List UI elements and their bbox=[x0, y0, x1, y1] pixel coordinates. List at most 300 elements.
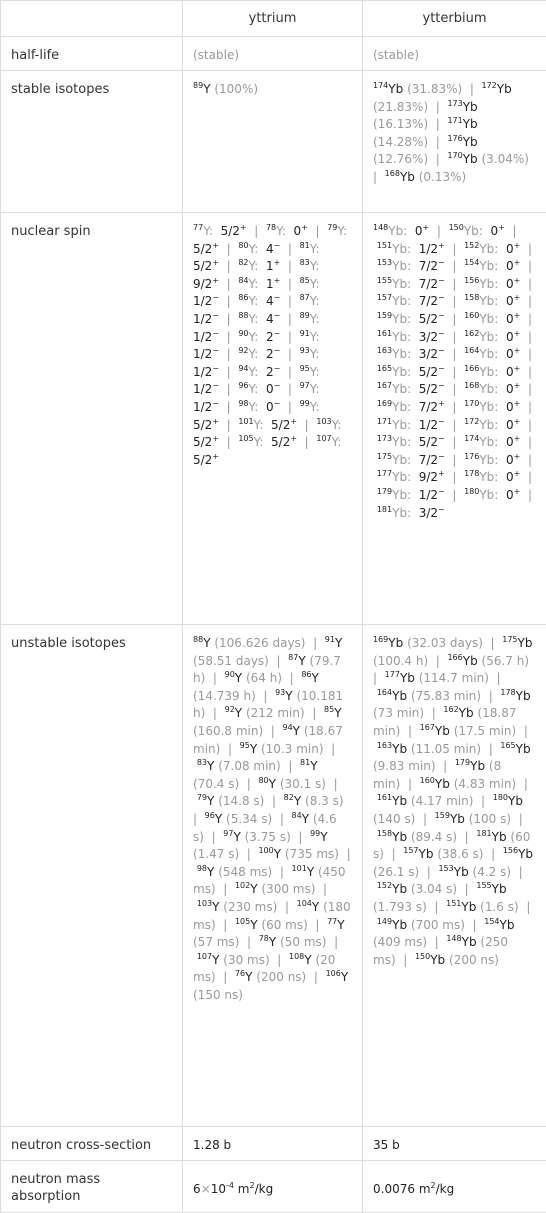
element-symbol: Y bbox=[249, 365, 255, 379]
mass-number: 79 bbox=[327, 223, 337, 232]
spin-entry: $^{83}$Y: 9/2+ bbox=[193, 259, 323, 291]
value-text: (250 ms) bbox=[373, 935, 508, 967]
spin-value: 1/2 bbox=[193, 330, 212, 344]
parity: + bbox=[438, 469, 445, 478]
unit-exponent: 2 bbox=[431, 1181, 436, 1190]
value-text: (450 ms) bbox=[193, 865, 346, 897]
value-text: (12.76%) bbox=[373, 152, 428, 166]
mass-number: 178 bbox=[500, 688, 515, 697]
mass-number: 151 bbox=[377, 241, 392, 250]
mass-number: 90 bbox=[225, 670, 235, 679]
element-symbol: Y bbox=[254, 435, 260, 449]
value-text: (3.04%) bbox=[482, 152, 529, 166]
element-symbol: Yb bbox=[392, 330, 407, 344]
value-text: (200 ns) bbox=[449, 953, 499, 967]
spin-entry: $^{105}$Y: 5/2+ bbox=[238, 435, 297, 449]
element-symbol: Y bbox=[337, 224, 343, 238]
mass-number: 105 bbox=[238, 434, 253, 443]
element-symbol: Y bbox=[245, 970, 252, 984]
mass-number: 106 bbox=[326, 969, 341, 978]
mass-number: 163 bbox=[377, 741, 392, 750]
mass-number: 78 bbox=[259, 934, 269, 943]
isotope-entry bbox=[385, 170, 467, 184]
value-text: (409 ms) bbox=[373, 935, 427, 949]
spin-entry: $^{151}$Yb: 1/2+ bbox=[377, 242, 445, 256]
mass-number: 86 bbox=[238, 293, 248, 302]
mass-number: 181 bbox=[377, 505, 392, 514]
isotope-entry bbox=[258, 777, 326, 791]
element-symbol: Yb bbox=[479, 365, 494, 379]
parity: − bbox=[212, 381, 219, 390]
element-symbol: Y bbox=[310, 277, 316, 291]
mass-number: 169 bbox=[377, 399, 392, 408]
spin-entry: $^{171}$Yb: 1/2− bbox=[377, 418, 445, 432]
spin-value: 5/2 bbox=[193, 418, 212, 432]
element-symbol: Yb bbox=[388, 636, 403, 650]
value-text: (9.83 min) bbox=[373, 759, 436, 773]
isotope-entry bbox=[447, 152, 529, 166]
mass-number: 97 bbox=[223, 829, 233, 838]
value-text: (21.83%) bbox=[373, 100, 428, 114]
parity: − bbox=[212, 346, 219, 355]
parity: + bbox=[514, 399, 521, 408]
element-symbol: Yb bbox=[459, 706, 474, 720]
spin-value: 5/2 bbox=[193, 453, 212, 467]
element-symbol: Yb bbox=[392, 794, 407, 808]
spin-entry: $^{89}$Y: 1/2− bbox=[193, 312, 323, 344]
mass-number: 88 bbox=[238, 311, 248, 320]
header-row bbox=[1, 1, 546, 37]
mass-number: 149 bbox=[377, 917, 392, 926]
element-symbol: Yb bbox=[400, 170, 415, 184]
isotope-entry bbox=[377, 830, 457, 844]
mass-number: 86 bbox=[301, 670, 311, 679]
isotope-entry bbox=[377, 794, 474, 808]
mass-number: 173 bbox=[447, 99, 462, 108]
spin-entry: $^{161}$Yb: 3/2− bbox=[377, 330, 445, 344]
spin-value: 5/2 bbox=[271, 418, 290, 432]
value-text: (100 s) bbox=[469, 812, 511, 826]
mass-number: 84 bbox=[238, 276, 248, 285]
spin-entry: $^{157}$Yb: 7/2− bbox=[377, 294, 445, 308]
row-nuclear-spin bbox=[1, 213, 546, 625]
spin-value: 0 bbox=[294, 224, 302, 238]
element-symbol: Y bbox=[310, 347, 316, 361]
spin-value: 0 bbox=[506, 488, 514, 502]
spin-entry: $^{88}$Y: 4− bbox=[238, 312, 280, 326]
mass-number: 155 bbox=[476, 881, 491, 890]
mass-number: 159 bbox=[435, 811, 450, 820]
column-header-ytterbium: ytterbium bbox=[363, 1, 546, 37]
base: 10 bbox=[211, 1182, 226, 1196]
mass-number: 168 bbox=[464, 381, 479, 390]
value-text: (14.28%) bbox=[373, 135, 428, 149]
element-symbol: Yb bbox=[470, 759, 485, 773]
element-symbol: Yb bbox=[497, 82, 512, 96]
element-symbol: Yb bbox=[435, 777, 450, 791]
spin-value: 5/2 bbox=[193, 242, 212, 256]
parity: − bbox=[212, 329, 219, 338]
mass-number: 157 bbox=[403, 846, 418, 855]
mass-number: 177 bbox=[385, 670, 400, 679]
spin-entry: $^{92}$Y: 2− bbox=[238, 347, 280, 361]
value-text: (38.6 s) bbox=[437, 847, 483, 861]
parity: + bbox=[514, 469, 521, 478]
mass-number: 80 bbox=[238, 241, 248, 250]
mass-number: 99 bbox=[310, 829, 320, 838]
spin-value: 1/2 bbox=[193, 294, 212, 308]
spin-value: 0 bbox=[266, 382, 274, 396]
spin-value: 0 bbox=[506, 277, 514, 291]
parity: + bbox=[514, 434, 521, 443]
isotope-entry bbox=[240, 742, 324, 756]
element-symbol: Y bbox=[310, 365, 316, 379]
mass-number: 157 bbox=[377, 293, 392, 302]
mass-number: 81 bbox=[300, 241, 310, 250]
parity: + bbox=[514, 258, 521, 267]
element-symbol: Y bbox=[320, 830, 327, 844]
isotope-entry bbox=[377, 918, 465, 932]
mass-number: 85 bbox=[300, 276, 310, 285]
spin-entry: $^{107}$Y: 5/2+ bbox=[193, 435, 345, 467]
mass-number: 172 bbox=[482, 81, 497, 90]
isotope-entry bbox=[377, 882, 457, 896]
mass-number: 177 bbox=[377, 469, 392, 478]
isotope-entry bbox=[197, 865, 272, 879]
mass-number: 181 bbox=[476, 829, 491, 838]
spin-value: 2 bbox=[266, 330, 274, 344]
spin-entry: $^{82}$Y: 1+ bbox=[238, 259, 280, 273]
spin-value: 0 bbox=[506, 294, 514, 308]
mass-number: 92 bbox=[238, 346, 248, 355]
spin-entry: $^{159}$Yb: 5/2− bbox=[377, 312, 445, 326]
isotope-entry bbox=[377, 742, 481, 756]
parity: − bbox=[274, 364, 281, 373]
spin-entry: $^{160}$Yb: 0+ bbox=[464, 312, 520, 326]
value-text: (50 ms) bbox=[280, 935, 326, 949]
element-symbol: Y bbox=[207, 865, 214, 879]
value-text: (18.87 min) bbox=[373, 706, 517, 738]
element-symbol: Yb bbox=[463, 100, 478, 114]
column-header-yttrium: yttrium bbox=[183, 1, 363, 37]
element-symbol: Yb bbox=[479, 488, 494, 502]
parity: + bbox=[514, 452, 521, 461]
element-symbol: Yb bbox=[479, 277, 494, 291]
mass-number: 167 bbox=[420, 723, 435, 732]
neutron-mass-absorption-ytterbium bbox=[363, 1161, 546, 1213]
spin-value: 1/2 bbox=[193, 365, 212, 379]
isotope-entry bbox=[197, 759, 281, 773]
element-symbol: Yb bbox=[392, 435, 407, 449]
spin-entry: $^{169}$Yb: 7/2+ bbox=[377, 400, 445, 414]
spin-entry: $^{167}$Yb: 5/2− bbox=[377, 382, 445, 396]
element-symbol: Y bbox=[332, 418, 338, 432]
element-symbol: Yb bbox=[479, 418, 494, 432]
mantissa: 6 bbox=[193, 1182, 201, 1196]
parity: − bbox=[274, 293, 281, 302]
mass-number: 171 bbox=[377, 417, 392, 426]
spin-entry: $^{103}$Y: 5/2+ bbox=[193, 418, 345, 450]
element-symbol: Y bbox=[249, 277, 255, 291]
element-symbol: Y bbox=[207, 794, 214, 808]
spin-entry: $^{90}$Y: 2− bbox=[238, 330, 280, 344]
mass-number: 175 bbox=[502, 635, 517, 644]
value: 0.0076 bbox=[373, 1182, 415, 1196]
isotope-entry bbox=[205, 812, 273, 826]
parity: + bbox=[514, 364, 521, 373]
stable-isotopes-ytterbium: $^{174}$Yb (31.83%) | $^{172}$Yb (21.83%) | $^{173}$Yb (16.13%) | $^{171}$Yb (14.28%) | $^{176}$Yb (12.76%) | $^{170}$Yb (3.04%) | $^{168}$Yb (0.13%) bbox=[363, 71, 546, 213]
mass-number: 154 bbox=[484, 917, 499, 926]
spin-entry: $^{94}$Y: 2− bbox=[238, 365, 280, 379]
unit: m bbox=[238, 1182, 250, 1196]
spin-value: 1/2 bbox=[193, 400, 212, 414]
element-symbol: Yb bbox=[392, 242, 407, 256]
mass-number: 98 bbox=[197, 864, 207, 873]
value-text: (75.83 min) bbox=[411, 689, 481, 703]
isotope-entry bbox=[197, 953, 270, 967]
mass-number: 80 bbox=[258, 776, 268, 785]
mass-number: 96 bbox=[238, 381, 248, 390]
parity: − bbox=[438, 381, 445, 390]
value-text: (1.6 s) bbox=[480, 900, 519, 914]
parity: + bbox=[212, 452, 219, 461]
mass-number: 163 bbox=[377, 346, 392, 355]
mass-number: 174 bbox=[464, 434, 479, 443]
parity: − bbox=[274, 311, 281, 320]
spin-value: 1/2 bbox=[193, 347, 212, 361]
mass-number: 166 bbox=[447, 653, 462, 662]
spin-value: 4 bbox=[266, 294, 274, 308]
spin-entry: $^{80}$Y: 4− bbox=[238, 242, 280, 256]
parity: + bbox=[301, 223, 308, 232]
mass-number: 180 bbox=[493, 793, 508, 802]
mass-number: 87 bbox=[288, 653, 298, 662]
spin-value: 0 bbox=[506, 347, 514, 361]
value-text: (5.34 s) bbox=[226, 812, 272, 826]
spin-value: 7/2 bbox=[419, 400, 438, 414]
element-symbol: Y bbox=[269, 777, 276, 791]
spin-value: 0 bbox=[415, 224, 423, 238]
value-text: (7.08 min) bbox=[218, 759, 281, 773]
corner-cell bbox=[1, 1, 183, 37]
parity: + bbox=[212, 417, 219, 426]
element-symbol: Y bbox=[249, 382, 255, 396]
mass-number: 95 bbox=[240, 741, 250, 750]
mass-number: 101 bbox=[238, 417, 253, 426]
element-symbol: Yb bbox=[492, 830, 507, 844]
element-symbol: Yb bbox=[492, 882, 507, 896]
element-symbol: Y bbox=[235, 706, 242, 720]
parity: − bbox=[438, 329, 445, 338]
mass-number: 98 bbox=[238, 399, 248, 408]
element-symbol: Yb bbox=[462, 935, 477, 949]
times-sign: × bbox=[201, 1182, 211, 1196]
element-symbol: Y bbox=[335, 636, 342, 650]
spin-entry: $^{158}$Yb: 0+ bbox=[464, 294, 520, 308]
isotope-entry bbox=[415, 953, 499, 967]
element-symbol: Yb bbox=[392, 277, 407, 291]
spin-entry: $^{150}$Yb: 0+ bbox=[449, 224, 505, 238]
element-symbol: Y bbox=[334, 706, 341, 720]
mass-number: 179 bbox=[377, 487, 392, 496]
element-symbol: Y bbox=[310, 400, 316, 414]
value-text: (17.5 min) bbox=[454, 724, 517, 738]
value-text: (8 min) bbox=[373, 759, 501, 791]
value-text: (18.67 min) bbox=[193, 724, 343, 756]
isotope-entry bbox=[235, 918, 308, 932]
value-text: (700 ms) bbox=[411, 918, 465, 932]
element-symbol: Y bbox=[215, 812, 222, 826]
parity: − bbox=[212, 293, 219, 302]
mass-number: 160 bbox=[464, 311, 479, 320]
spin-entry: $^{84}$Y: 1+ bbox=[238, 277, 280, 291]
spin-value: 0 bbox=[506, 312, 514, 326]
spin-entry: $^{162}$Yb: 0+ bbox=[464, 330, 520, 344]
parity: + bbox=[514, 311, 521, 320]
element-symbol: Yb bbox=[463, 117, 478, 131]
mass-number: 166 bbox=[464, 364, 479, 373]
value-text: (58.51 days) bbox=[193, 654, 269, 668]
isotope-entry bbox=[235, 970, 306, 984]
parity: − bbox=[438, 276, 445, 285]
mass-number: 174 bbox=[373, 81, 388, 90]
spin-entry: $^{174}$Yb: 0+ bbox=[464, 435, 520, 449]
mass-number: 148 bbox=[373, 223, 388, 232]
value-text: (160.8 min) bbox=[193, 724, 263, 738]
parity: + bbox=[240, 223, 247, 232]
element-symbol: Y bbox=[304, 953, 311, 967]
row-half-life bbox=[1, 37, 546, 71]
mass-number: 151 bbox=[446, 899, 461, 908]
mass-number: 103 bbox=[316, 417, 331, 426]
parity: + bbox=[212, 434, 219, 443]
element-symbol: Y bbox=[269, 935, 276, 949]
mass-number: 165 bbox=[500, 741, 515, 750]
row-unstable-isotopes bbox=[1, 625, 546, 1127]
element-symbol: Y bbox=[249, 347, 255, 361]
mass-number: 160 bbox=[420, 776, 435, 785]
element-symbol: Y bbox=[233, 830, 240, 844]
element-symbol: Y bbox=[249, 330, 255, 344]
spin-entry: $^{155}$Yb: 7/2− bbox=[377, 277, 445, 291]
element-symbol: Yb bbox=[392, 382, 407, 396]
mass-number: 93 bbox=[300, 346, 310, 355]
parity: + bbox=[514, 241, 521, 250]
value-text: (56.7 h) bbox=[482, 654, 530, 668]
parity: − bbox=[438, 434, 445, 443]
mass-number: 179 bbox=[455, 758, 470, 767]
isotope-entry bbox=[435, 812, 511, 826]
parity: + bbox=[290, 417, 297, 426]
element-symbol: Yb bbox=[392, 400, 407, 414]
element-symbol: Y bbox=[285, 689, 292, 703]
mass-number: 107 bbox=[197, 952, 212, 961]
element-symbol: Y bbox=[307, 865, 314, 879]
element-symbol: Yb bbox=[392, 488, 407, 502]
element-symbol: Y bbox=[203, 82, 210, 96]
spin-value: 5/2 bbox=[221, 224, 240, 238]
stable-isotopes-yttrium bbox=[183, 71, 363, 213]
element-symbol: Yb bbox=[392, 294, 407, 308]
parity: + bbox=[274, 276, 281, 285]
mass-number: 158 bbox=[377, 829, 392, 838]
mass-number: 170 bbox=[447, 151, 462, 160]
spin-value: 1 bbox=[266, 277, 274, 291]
isotope-entry bbox=[258, 847, 338, 861]
unstable-isotopes-yttrium: $^{88}$Y (106.626 days) | $^{91}$Y (58.51 days) | $^{87}$Y (79.7 h) | $^{90}$Y (64 h) | $^{86}$Y (14.739 h) | $^{93}$Y (10.181 h) | $^{92}$Y (212 min) | $^{85}$Y (160.8 min) | $^{94}$Y (18.67 min) | $^{95}$Y (10.3 min) | $^{83}$Y (7.08 min) | $^{81}$Y (70.4 s) | $^{80}$Y (30.1 s) | $^{79}$Y (14.8 s) | $^{82}$Y (8.3 s) | $^{96}$Y (5.34 s) | $^{84}$Y (4.6 s) | $^{97}$Y (3.75 s) | $^{99}$Y (1.47 s) | $^{100}$Y (735 ms) | $^{98}$Y (548 ms) | $^{101}$Y (450 ms) | $^{102}$Y (300 ms) | $^{103}$Y (230 ms) | $^{104}$Y (180 ms) | $^{105}$Y (60 ms) | $^{77}$Y (57 ms) | $^{78}$Y (50 ms) | $^{107}$Y (30 ms) | $^{108}$Y (20 ms) | $^{76}$Y (200 ns) | $^{106}$Y (150 ns) bbox=[183, 625, 363, 1127]
spin-value: 3/2 bbox=[419, 347, 438, 361]
isotope-entry bbox=[438, 865, 511, 879]
mass-number: 92 bbox=[225, 705, 235, 714]
spin-value: 1/2 bbox=[193, 312, 212, 326]
mass-number: 162 bbox=[443, 705, 458, 714]
element-symbol: Yb bbox=[392, 347, 407, 361]
value-text: (31.83%) bbox=[407, 82, 462, 96]
parity: + bbox=[514, 329, 521, 338]
parity: − bbox=[438, 417, 445, 426]
mass-number: 165 bbox=[377, 364, 392, 373]
value-text: (32.03 days) bbox=[407, 636, 483, 650]
value-text: (30.1 s) bbox=[280, 777, 326, 791]
mass-number: 94 bbox=[238, 364, 248, 373]
isotope-entry bbox=[420, 724, 517, 738]
element-symbol: Y bbox=[249, 400, 255, 414]
parity: + bbox=[423, 223, 430, 232]
element-symbol: Y bbox=[250, 742, 257, 756]
element-symbol: Y bbox=[310, 312, 316, 326]
spin-value: 1/2 bbox=[419, 418, 438, 432]
element-symbol: Y bbox=[310, 259, 316, 273]
value-text: (106.626 days) bbox=[214, 636, 305, 650]
element-symbol: Yb bbox=[392, 506, 407, 520]
mass-number: 103 bbox=[197, 899, 212, 908]
value-text: (114.7 min) bbox=[419, 671, 489, 685]
element-symbol: Yb bbox=[479, 435, 494, 449]
isotope-entry bbox=[373, 636, 483, 650]
spin-entry: $^{97}$Y: 1/2− bbox=[193, 382, 323, 414]
isotope-entry bbox=[403, 847, 483, 861]
mass-number: 89 bbox=[193, 81, 203, 90]
parity: − bbox=[274, 241, 281, 250]
spin-value: 0 bbox=[506, 435, 514, 449]
spin-entry: $^{166}$Yb: 0+ bbox=[464, 365, 520, 379]
element-symbol: Yb bbox=[508, 794, 523, 808]
mass-number: 101 bbox=[292, 864, 307, 873]
element-symbol: Yb bbox=[464, 224, 479, 238]
element-symbol: Yb bbox=[392, 365, 407, 379]
mass-number: 172 bbox=[464, 417, 479, 426]
element-symbol: Yb bbox=[500, 918, 515, 932]
element-symbol: Yb bbox=[450, 812, 465, 826]
mass-number: 90 bbox=[238, 329, 248, 338]
spin-entry: $^{79}$Y: 5/2+ bbox=[193, 224, 351, 256]
isotope-entry bbox=[447, 654, 529, 668]
mass-number: 100 bbox=[258, 846, 273, 855]
mass-number: 102 bbox=[235, 881, 250, 890]
spin-value: 4 bbox=[266, 242, 274, 256]
parity: − bbox=[212, 364, 219, 373]
row-label: neutron mass absorption bbox=[1, 1161, 183, 1213]
parity: + bbox=[212, 241, 219, 250]
mass-number: 156 bbox=[503, 846, 518, 855]
mass-number: 148 bbox=[446, 934, 461, 943]
spin-entry: $^{181}$Yb: 3/2− bbox=[377, 506, 445, 520]
mass-number: 171 bbox=[447, 116, 462, 125]
element-symbol: Y bbox=[312, 900, 319, 914]
spin-entry: $^{99}$Y: 5/2+ bbox=[193, 400, 323, 432]
mass-number: 85 bbox=[324, 705, 334, 714]
value-text: (64 h) bbox=[246, 671, 282, 685]
